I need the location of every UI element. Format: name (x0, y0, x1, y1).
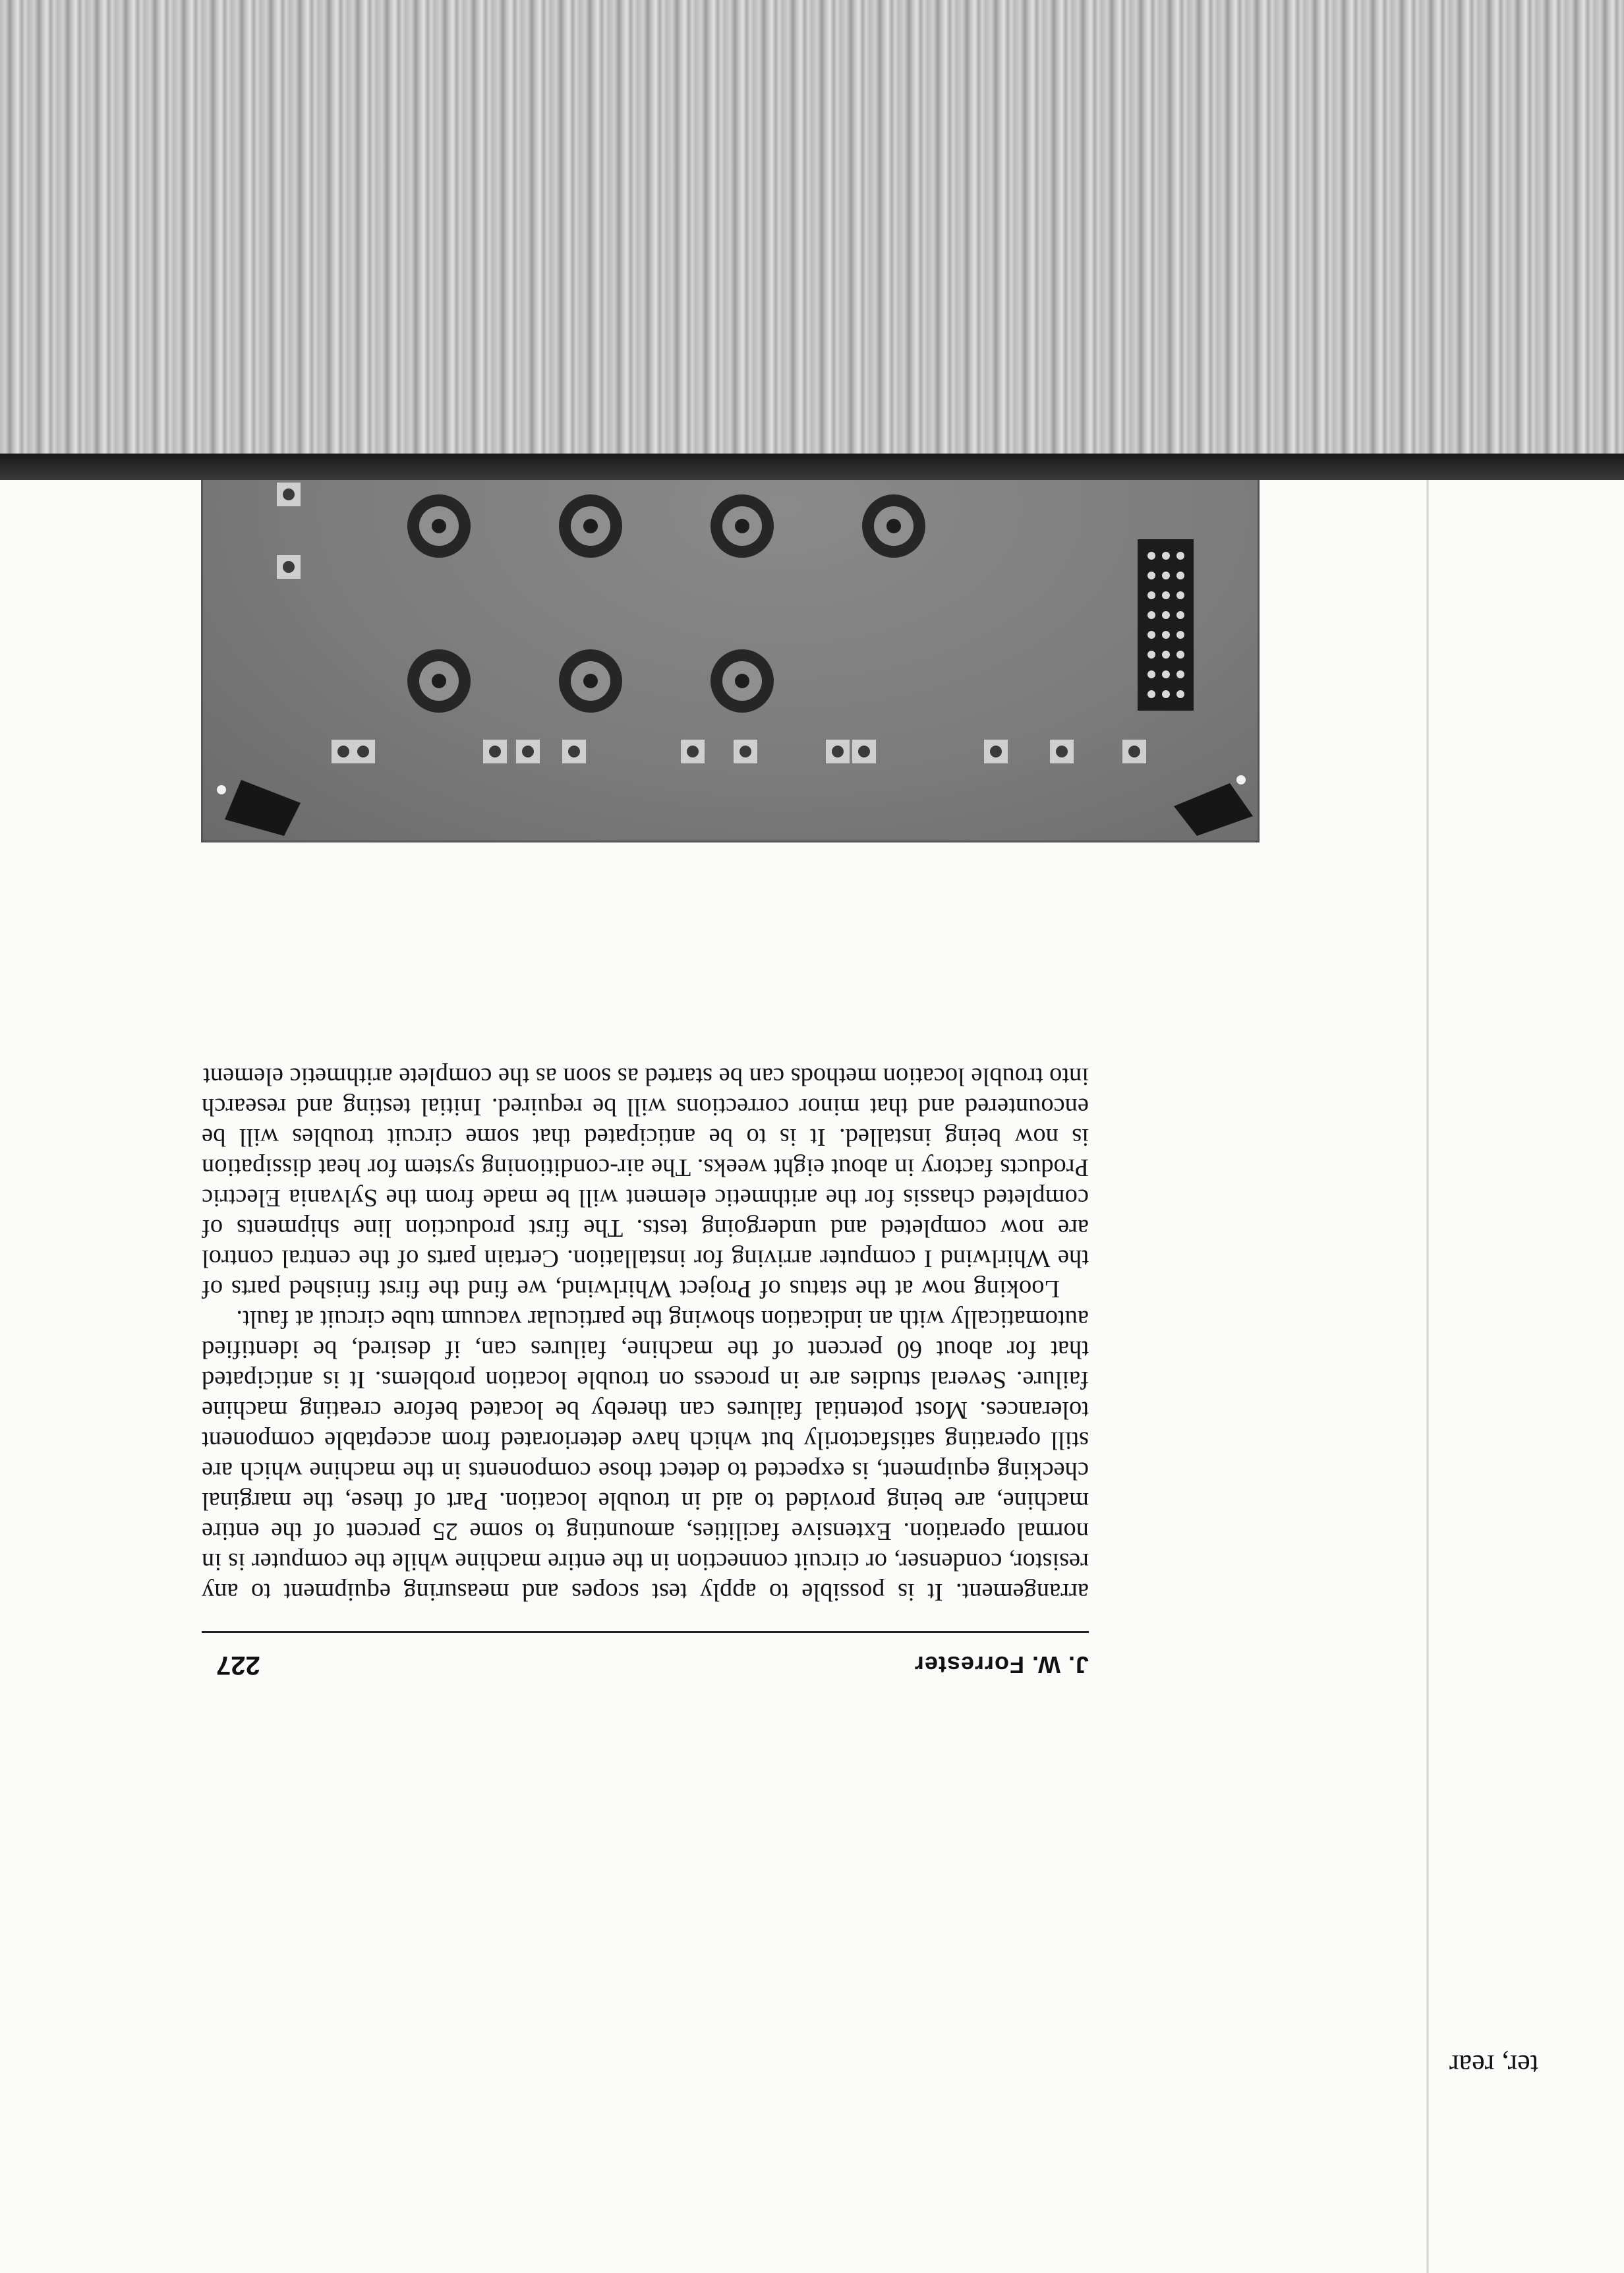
tube-socket (407, 649, 471, 713)
paragraph: Looking now at the status of Project Whirlwind, we find the first finished parts of the Whirlwind I computer arriving for installation. Certain parts of the central control are now completed and undergoing tests. The first production line shipments of completed chassis for the arithmetic element will be made from the Sylvania Electric Products factory in about eight weeks. The air-conditioning system for heat dissipation is now being installed. It is to be anticipated that some circuit troubles will be encountered and that minor corrections will be required. Initial testing and research into trouble location methods can be started as soon as the complete arithmetic element (202, 1063, 1089, 1303)
tube-socket (862, 494, 925, 558)
connector-pin (1176, 591, 1184, 599)
connector-pin (1147, 591, 1155, 599)
connector-pin (1162, 572, 1170, 579)
test-jack (826, 740, 850, 763)
tube-socket (710, 494, 774, 558)
connector-pin (1162, 651, 1170, 659)
connector-pin (1162, 552, 1170, 560)
scanner-bed (0, 0, 1624, 454)
connector-pin (1147, 552, 1155, 560)
test-jack (1050, 740, 1074, 763)
page-edge-line (1426, 480, 1429, 2273)
tube-socket (407, 494, 471, 558)
test-jack (734, 740, 757, 763)
gutter-shadow (0, 454, 1624, 480)
book-page (0, 480, 1624, 2273)
tube-socket (559, 494, 622, 558)
test-jack (681, 740, 705, 763)
connector-pin (1147, 651, 1155, 659)
connector-pin (1176, 552, 1184, 560)
connector-pin (1176, 572, 1184, 579)
connector-pin (1147, 631, 1155, 639)
connector-pin (1147, 690, 1155, 698)
page-number: 227 (216, 1651, 260, 1680)
connector-pin (1147, 611, 1155, 619)
connector-pin (1176, 670, 1184, 678)
body-text (202, 1061, 1089, 1607)
connector-pin (1162, 670, 1170, 678)
test-jack (277, 555, 301, 579)
test-jack (277, 483, 301, 506)
connector-block (1138, 539, 1194, 711)
connector-pin (1176, 651, 1184, 659)
connector-pin (1176, 631, 1184, 639)
connector-pin (1147, 572, 1155, 579)
facing-page-fragment: ter, rear (1449, 2049, 1538, 2081)
connector-pin (1176, 690, 1184, 698)
connector-pin (1176, 611, 1184, 619)
tube-socket (559, 649, 622, 713)
test-jack (1122, 740, 1146, 763)
connector-pin (1162, 690, 1170, 698)
running-head (202, 1631, 1089, 1680)
connector-pin (1162, 591, 1170, 599)
test-jack (483, 740, 507, 763)
paragraph: arrangement. It is possible to apply test scopes and measuring equipment to any resistor, condenser, or circuit connection in the entire machine while the computer is in normal operation. Extensive facilities, amounting to some 25 percent of the entire machine, are being provided to aid in trouble location. Part of these, the marginal checking equipment, is expected to detect those components in the machine which are still operating satisfactorily but which have deteriorated from acceptable component tolerances. Most potential failures can thereby be located before creating machine failure. Several studies are in process on trouble location problems. It is anticipated that for about 60 percent of the machine, failures can, if desired, be identified automatically with an indication showing the particular vacuum tube circuit at fault. (202, 1305, 1089, 1606)
test-jack (852, 740, 876, 763)
running-head-author: J. W. Forrester (914, 1651, 1089, 1678)
tube-socket (710, 649, 774, 713)
test-jack (984, 740, 1008, 763)
test-jack (516, 740, 540, 763)
test-jack (562, 740, 586, 763)
test-jack (332, 740, 355, 763)
connector-pin (1147, 670, 1155, 678)
connector-pin (1162, 631, 1170, 639)
connector-pin (1162, 611, 1170, 619)
